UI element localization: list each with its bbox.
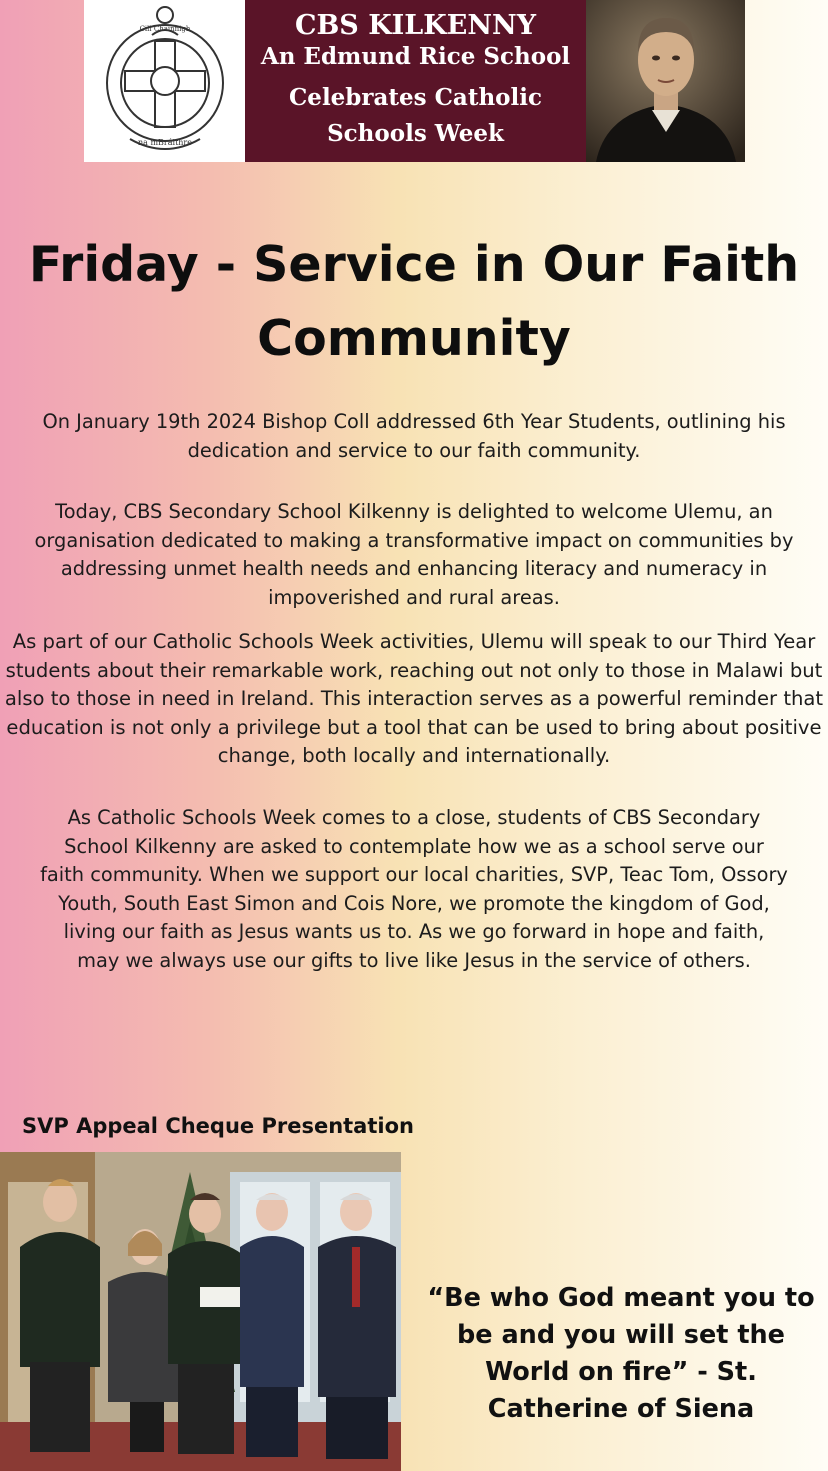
paragraph-ulemu-talk: As part of our Catholic Schools Week activities, Ulemu will speak to our Third Year students about their remarkable work, reaching out not only to those in Malawi but also to those in need in Ireland. This interaction serves as a powerful reminder that education is not only a privilege but a tool that can be used to bring about positive change, both locally and internationally. — [4, 630, 824, 768]
paragraph-closing: As Catholic Schools Week comes to a close, students of CBS Secondary School Kilkenny are asked to contemplate how we as a school serve our faith community. When we support our local charities, SVP, Teac Tom, Ossory Youth, South East Simon and Cois Nore, we promote the kingdom of God, living our faith as Jesus wants us to. As we go forward in hope and faith, may we always use our gifts to live like Jesus in the service of others. — [40, 806, 788, 972]
banner-subtitle: Celebrates Catholic Schools Week — [289, 84, 542, 147]
quote-text: “Be who God meant you to be and you will set the World on fire” - St. Catherine of Siena — [427, 1283, 815, 1424]
school-tagline: An Edmund Rice School — [260, 43, 571, 70]
banner-title-block — [245, 0, 586, 162]
crest-text-top: Cill Chainnigh — [139, 25, 190, 33]
header-banner — [84, 0, 745, 162]
photo-caption: SVP Appeal Cheque Presentation — [22, 1114, 414, 1138]
paragraph-bishop-coll: On January 19th 2024 Bishop Coll addressed 6th Year Students, outlining his dedication and service to our faith community. — [42, 410, 786, 462]
photo-image — [0, 1152, 401, 1471]
svp-cheque-photo — [0, 1152, 401, 1471]
page-title: Friday - Service in Our Faith Community — [28, 236, 800, 367]
crest-text-bottom: na mBráithre — [137, 138, 192, 147]
edmund-rice-portrait — [586, 0, 745, 162]
crest-icon — [100, 3, 230, 159]
portrait-image — [586, 0, 745, 162]
school-name: CBS KILKENNY — [295, 10, 536, 41]
paragraph-ulemu-welcome: Today, CBS Secondary School Kilkenny is delighted to welcome Ulemu, an organisation dedicated to making a transformative impact on communities by addressing unmet health needs and enhancing literacy and numeracy in impoverished and rural areas. — [34, 500, 794, 609]
school-crest — [84, 0, 245, 162]
